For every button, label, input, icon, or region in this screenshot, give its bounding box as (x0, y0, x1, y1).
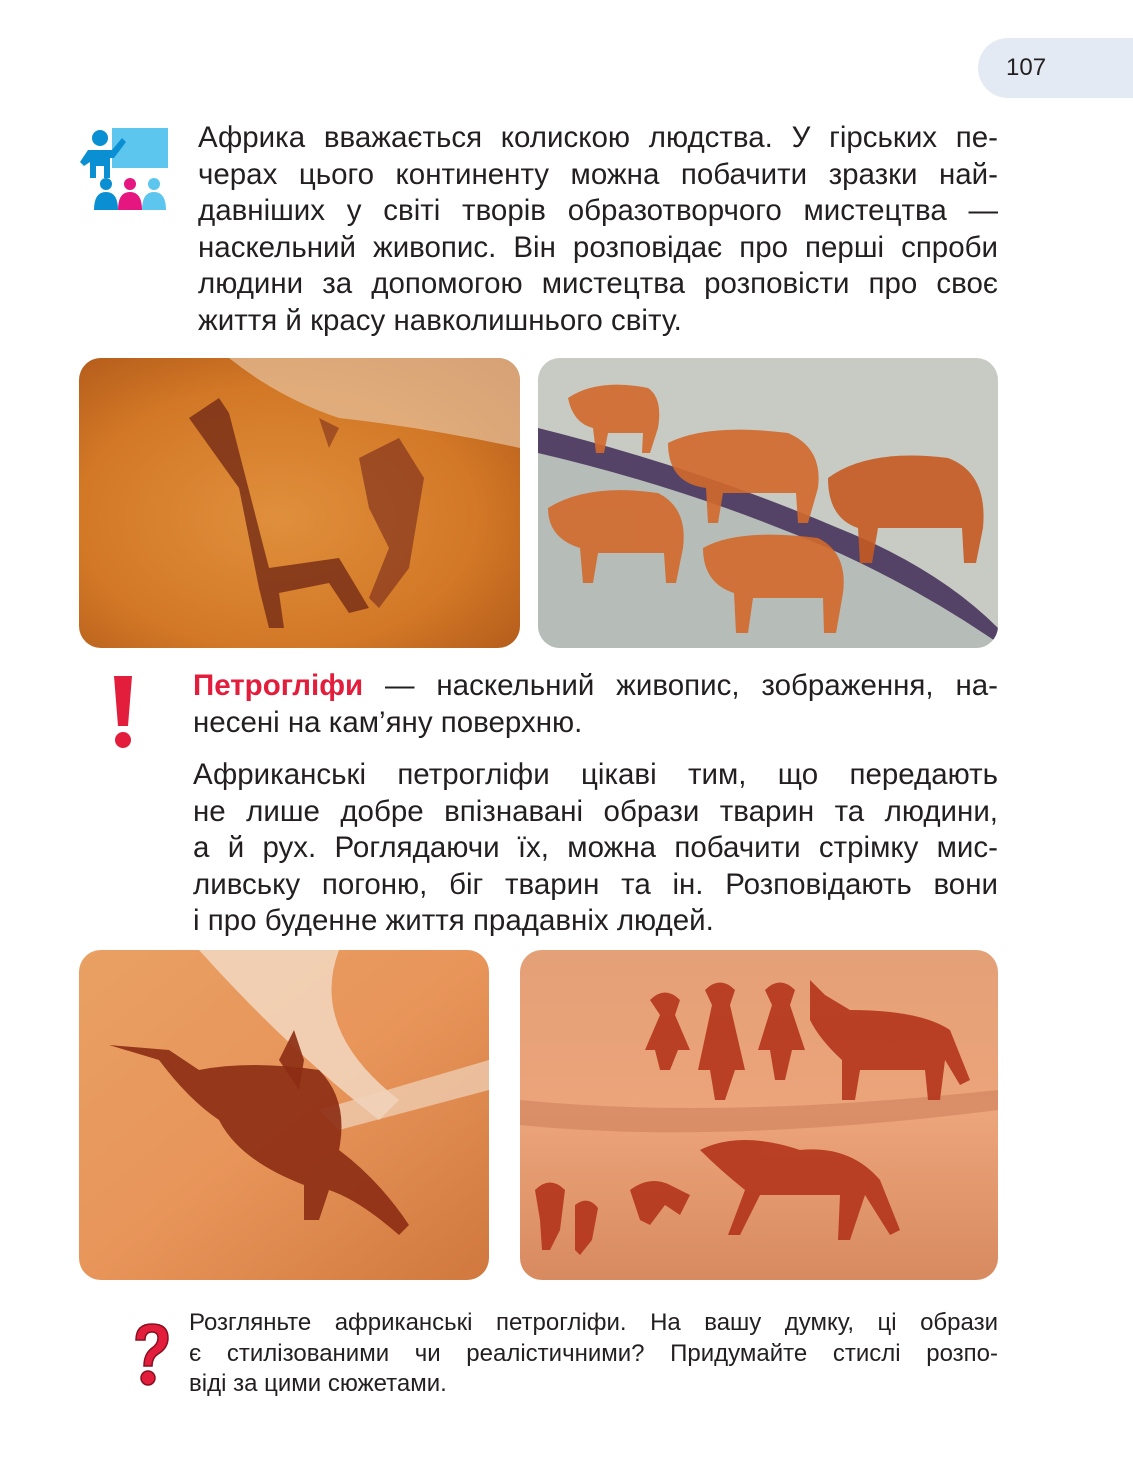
intro-line: черах цього континенту можна побачити зразки най- (198, 157, 998, 191)
elephants-petroglyph-photo (538, 358, 998, 648)
intro-line: давніших у світі творів образотворчого мистецтва — (198, 194, 998, 227)
question-line: є стилізованими чи реалістичними? Придумайте стислі розпо- (189, 1339, 998, 1367)
question-paragraph (189, 1308, 998, 1400)
intro-paragraph (198, 120, 998, 339)
page-number: 107 (1006, 54, 1047, 81)
teacher-board-icon (78, 126, 170, 214)
body-line: а й рух. Роглядаючи їх, можна побачити стрімку мис- (193, 831, 998, 864)
question-mark-icon (130, 1322, 172, 1388)
page-number-tab (978, 38, 1133, 98)
definition-line-2: несені на кам’яну поверхню. (193, 705, 583, 739)
definition-text: — наскельний живопис, зображення, на- (363, 669, 998, 702)
people-and-animals-petroglyph-photo (520, 950, 998, 1280)
definition-paragraph (193, 668, 998, 741)
definition-line-1 (193, 668, 998, 705)
intro-line: наскельний живопис. Він розповідає про перші спроби (198, 230, 998, 264)
exclamation-icon (108, 672, 138, 752)
definition-term: Петрогліфи (193, 669, 364, 702)
giraffe-petroglyph-photo (79, 358, 520, 648)
body-paragraph (193, 757, 998, 940)
question-line: віді за цими сюжетами. (189, 1370, 447, 1397)
intro-line: життя й красу навколишнього світу. (198, 303, 682, 337)
body-line: ливську погоню, біг тварин та ін. Розповідають вони (193, 867, 998, 901)
body-line: і про буденне життя прадавніх людей. (193, 904, 714, 937)
body-line: Африканські петрогліфи цікаві тим, що передають (193, 758, 998, 791)
intro-line: Африка вважається колискою людства. У гірських пе- (198, 121, 998, 154)
leaping-antelope-petroglyph-photo (79, 950, 489, 1280)
intro-line: людини за допомогою мистецтва розповісти про своє (198, 267, 998, 300)
question-line: Розгляньте африканські петрогліфи. На вашу думку, ці образи (189, 1309, 998, 1336)
body-line: не лише добре впізнавані образи тварин та людини, (193, 794, 998, 828)
